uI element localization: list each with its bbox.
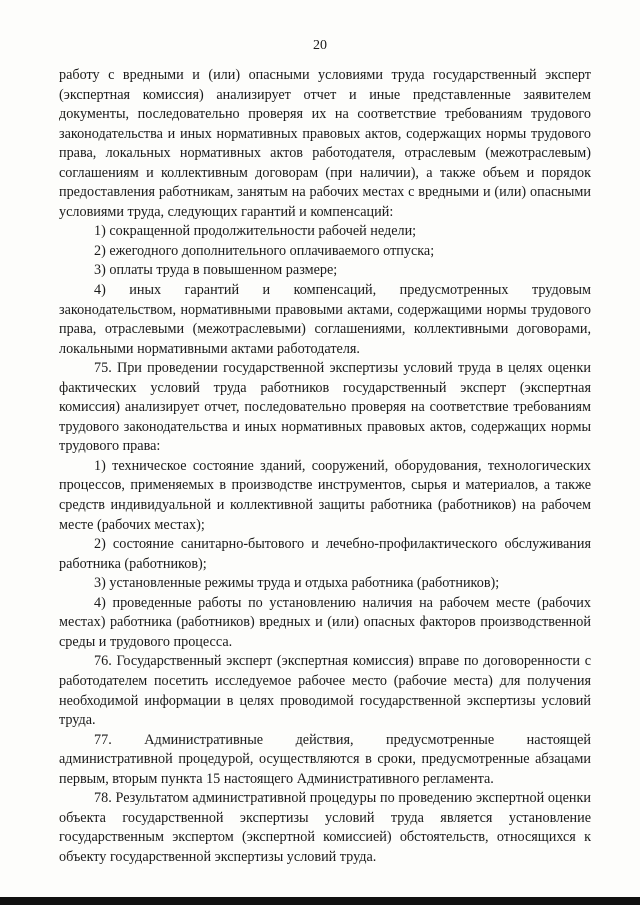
list-item-3: 3) оплаты труда в повышенном размере; <box>94 262 338 279</box>
list-item-1: 1) сокращенной продолжительности рабочей недели; <box>94 223 417 240</box>
document-body <box>59 66 591 867</box>
list-item-75-4: 4) проведенные работы по установлению наличия на рабочем месте (рабочих местах) работника (работников) вредных и (или) опасных факторов производственной среды и трудового процесса. <box>59 594 591 650</box>
paragraph-75: 75. При проведении государственной экспертизы условий труда в целях оценки фактических условий труда работников государственный эксперт (экспертная комиссия) анализирует отчет, последовательно проверяя на соответствие требованиям трудового законодательства и иных нормативных правовых актов, содержащих нормы трудового права: <box>59 360 591 455</box>
paragraph-78: 78. Результатом административной процедуры по проведению экспертной оценки объекта государственной экспертизы условий труда является установление государственным экспертом (экспертной комиссией) обстоятельств, относящихся к объекту государственной экспертизы условий труда. <box>59 790 591 865</box>
list-item-2: 2) ежегодного дополнительного оплачиваемого отпуска; <box>94 242 435 259</box>
page-number: 20 <box>313 38 327 53</box>
list-item-4: 4) иных гарантий и компенсаций, предусмотренных трудовым законодательством, нормативными правовыми актами, содержащими нормы трудового права, отраслевыми (межотраслевыми) соглашениями, коллективными договорами, локальными нормативными актами работодателя. <box>59 282 591 357</box>
paragraph-continuation: работу с вредными и (или) опасными условиями труда государственный эксперт (экспертная комиссия) анализирует отчет и иные представленные заявителем документы, последовательно проверяя их на соответствие требованиям трудового законодательства и иных нормативных правовых актов, содержащих нормы трудового права, локальных нормативных актов работодателя, отраслевым (межотраслевым) соглашениям и коллективным договорам (при наличии), а также объем и порядок предоставления работникам, занятым на рабочих местах с вредными и (или) опасными условиями труда, следующих гарантий и компенсаций: <box>59 67 591 220</box>
list-item-75-1: 1) техническое состояние зданий, сооружений, оборудования, технологических процессов, применяемых в производстве инструментов, сырья и материалов, а также средств индивидуальной и коллективной защиты работника (работников) на рабочем месте (рабочих местах); <box>59 457 591 533</box>
scan-bottom-edge <box>0 897 640 905</box>
paragraph-77: 77. Административные действия, предусмотренные настоящей административной процедурой, осуществляются в сроки, предусмотренные абзацами первым, вторым пункта 15 настоящего Административного регламента. <box>59 731 591 787</box>
list-item-75-3: 3) установленные режимы труда и отдыха работника (работников); <box>94 575 500 592</box>
list-item-75-2: 2) состояние санитарно-бытового и лечебно-профилактического обслуживания работника (работников); <box>59 536 591 572</box>
paragraph-76: 76. Государственный эксперт (экспертная комиссия) вправе по договоренности с работодателем посетить исследуемое рабочее место (рабочие места) для получения необходимой информации в целях проводимой государственной экспертизы условий труда. <box>59 653 591 729</box>
